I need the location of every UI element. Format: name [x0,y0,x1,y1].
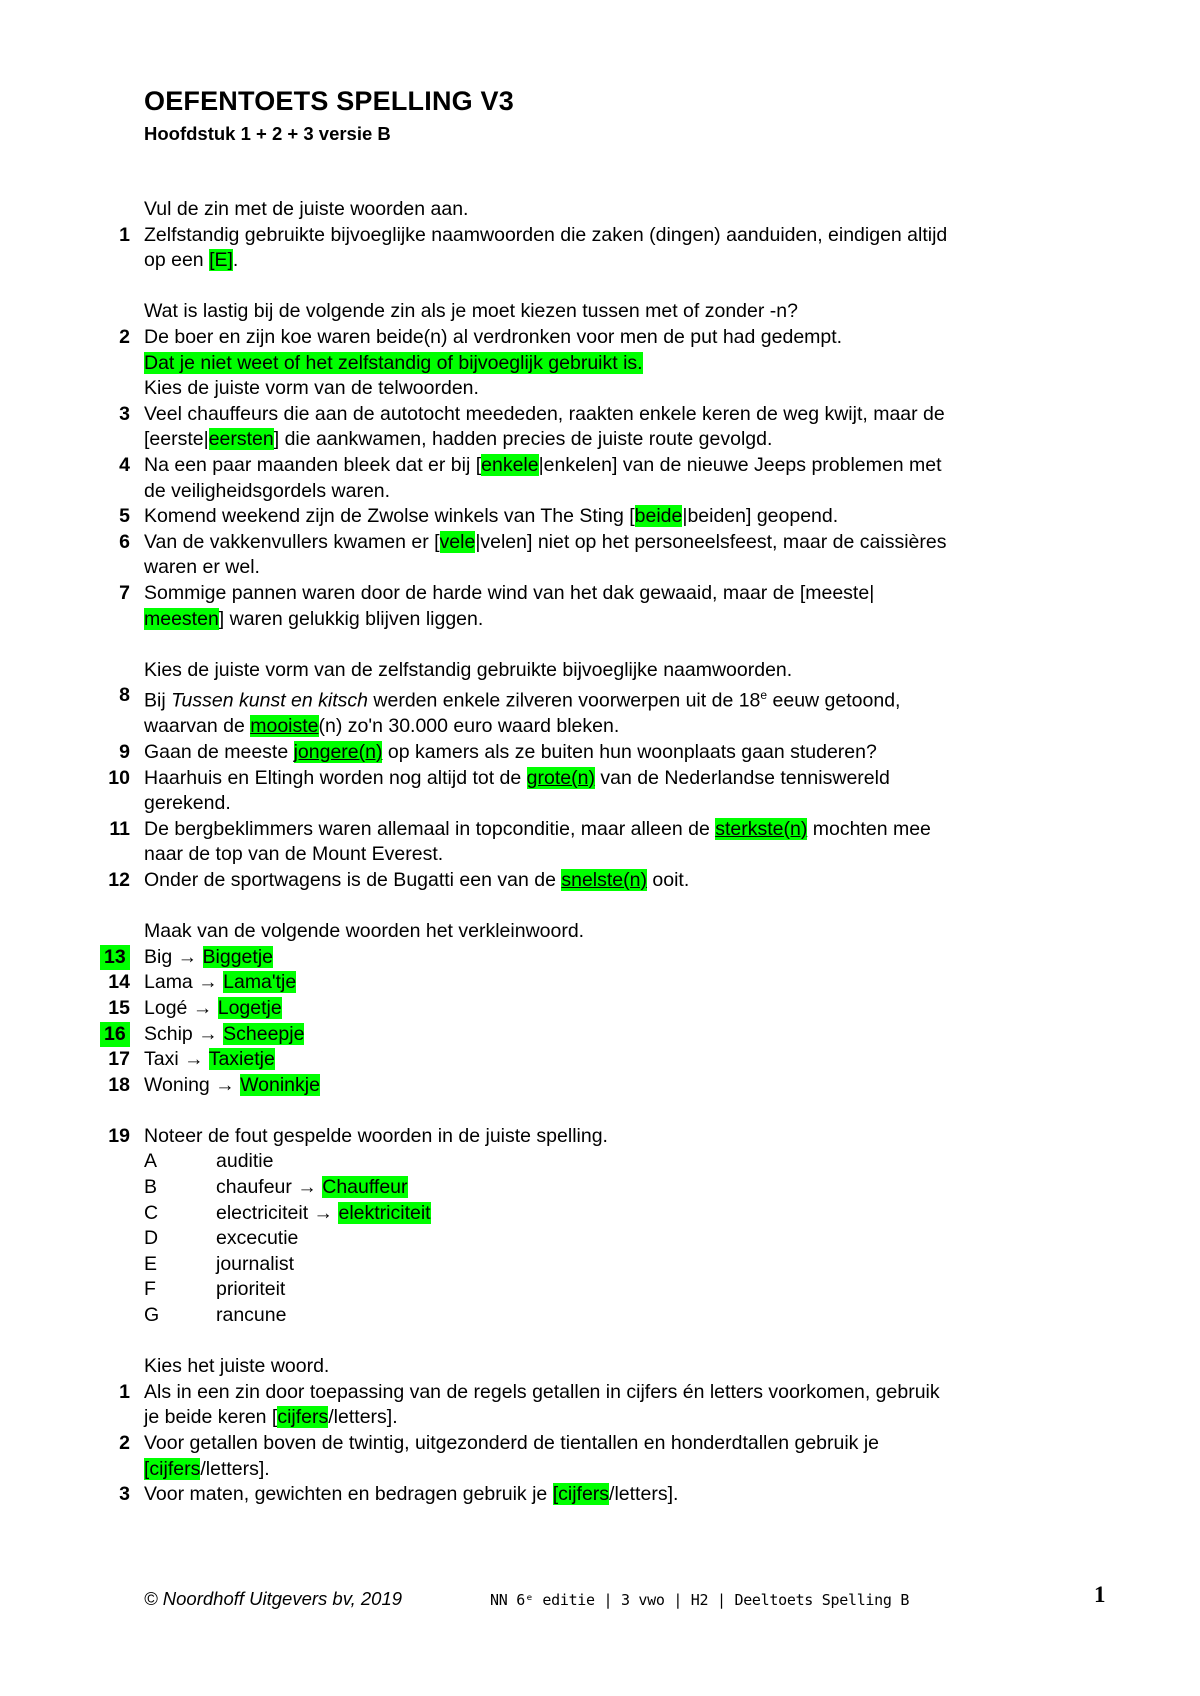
diminutive-item: 15 Logé → Logetje [108,996,282,1019]
arrow-icon: → [192,996,213,1019]
arrow-icon: → [198,1022,218,1045]
spelling-list [100,1149,1090,1328]
question-b3: 3 Voor maten, gewichten en bedragen gebruik je [cijfers/letters]. [119,1483,679,1506]
footer-meta: NN 6ᵉ editie | 3 vwo | H2 | Deeltoets Spelling B [490,1591,910,1609]
question-b1: 1 Als in een zin door toepassing van de regels getallen in cijfers én letters voorkomen, gebruik je beide keren [cijfers/letters]. [119,1380,940,1429]
arrow-icon: → [313,1201,334,1224]
answer-highlight: jongere(n) [293,740,383,763]
page-title: OEFENTOETS SPELLING V3 [144,86,514,116]
diminutive-item: 13 Big → Biggetje [100,945,1090,971]
answer-highlight: Scheepje [223,1022,305,1045]
arrow-icon: → [177,945,198,968]
arrow-icon: → [297,1176,317,1199]
answer-highlight: beide [634,505,683,528]
answer-highlight: Dat je niet weet of het zelfstandig of bijvoeglijk gebruikt is. [144,351,643,374]
arrow-icon: → [198,971,218,994]
question-11: 11 De bergbeklimmers waren allemaal in topconditie, maar alleen de sterkste(n) mochten mee naar de top van de Mount Everest. [109,817,931,866]
question-2: 2 De boer en zijn koe waren beide(n) al verdronken voor men de put had gedempt. Dat je niet weet of het zelfstandig of bijvoeglijk gebruikt is. [119,325,843,374]
document-body [100,197,1090,1508]
instruction-2b: Kies de juiste vorm van de telwoorden. [144,377,479,400]
diminutive-list [100,945,1090,1099]
question-b2: 2 Voor getallen boven de twintig, uitgezonderd de tientallen en honderdtallen gebruik je [cijfers/letters]. [119,1432,880,1480]
answer-highlight: sterkste(n) [715,817,808,840]
answer-highlight: Woninkje [240,1073,320,1096]
question-6: 6 Van de vakkenvullers kwamen er [vele|velen] niet op het personeelsfeest, maar de caissières waren er wel. [119,530,947,579]
instruction-1: Vul de zin met de juiste woorden aan. [144,198,469,220]
question-19: 19 Noteer de fout gespelde woorden in de juiste spelling. [108,1124,608,1147]
answer-highlight: enkele [481,453,539,476]
page-subtitle: Hoofdstuk 1 + 2 + 3 versie B [144,123,391,144]
spelling-item: B chaufeur → Chauffeur [144,1176,408,1199]
question-1: 1 Zelfstandig gebruikte bijvoeglijke naamwoorden die zaken (dingen) aanduiden, eindigen altijd op een [E]. [119,223,948,272]
diminutive-item: 14 Lama → Lama'tje [108,971,297,994]
question-10: 10 Haarhuis en Eltingh worden nog altijd tot de grote(n) van de Nederlandse tenniswereld gerekend. [108,766,890,815]
answer-highlight: Lama'tje [223,971,297,994]
arrow-icon: → [184,1048,204,1071]
answer-highlight: cijfers [277,1406,329,1429]
answer-highlight: eersten [208,428,274,451]
answer-highlight: meesten [144,607,219,630]
answer-highlight: mooiste [250,715,319,738]
answer-highlight: [cijfers [552,1483,610,1506]
answer-highlight: Biggetje [202,945,273,968]
spelling-item: G rancune [144,1304,287,1327]
spelling-item: F prioriteit [144,1278,286,1301]
answer-highlight: Chauffeur [322,1176,408,1199]
question-4: 4 Na een paar maanden bleek dat er bij [enkele|enkelen] van de nieuwe Jeeps problemen met de veiligheidsgordels waren. [119,453,942,502]
question-8: 8 Bij Tussen kunst en kitsch werden enkele zilveren voorwerpen uit de 18e eeuw getoond, waarvan de mooiste(n) zo'n 30.000 euro waard bleken. [119,684,901,738]
instruction-2: Wat is lastig bij de volgende zin als je moet kiezen tussen met of zonder -n? [144,300,798,323]
question-12: 12 Onder de sportwagens is de Bugatti een van de snelste(n) ooit. [108,868,690,891]
page-number: 1 [1094,1582,1106,1607]
copyright: © Noordhoff Uitgevers bv, 2019 [144,1588,403,1609]
arrow-icon: → [215,1073,235,1096]
answer-highlight: elektriciteit [338,1201,431,1224]
question-5: 5 Komend weekend zijn de Zwolse winkels van The Sting [beide|beiden] geopend. [119,505,839,528]
answer-highlight: [E] [209,249,233,272]
instruction-6: Kies het juiste woord. [144,1355,330,1378]
diminutive-item: 16 Schip → Scheepje [100,1022,1090,1048]
answer-highlight: snelste(n) [561,868,647,891]
instruction-3: Kies de juiste vorm van de zelfstandig gebruikte bijvoeglijke naamwoorden. [144,658,793,681]
question-9: 9 Gaan de meeste jongere(n) op kamers als ze buiten hun woonplaats gaan studeren? [119,740,877,763]
answer-highlight: Taxietje [208,1048,275,1071]
diminutive-item: 18 Woning → Woninkje [108,1073,320,1096]
spelling-item: E journalist [144,1252,295,1275]
instruction-4: Maak van de volgende woorden het verkleinwoord. [144,920,585,943]
answer-highlight: grote(n) [526,766,595,789]
page-footer [144,1582,1124,1618]
question-7: 7 Sommige pannen waren door de harde wind van het dak gewaaid, maar de [meeste| meesten] waren gelukkig blijven liggen. [119,581,875,630]
spelling-item: C electriciteit → elektriciteit [144,1201,431,1224]
spelling-item: A auditie [144,1150,274,1173]
spelling-item: D excecutie [144,1227,299,1250]
answer-highlight: Logetje [217,996,282,1019]
diminutive-item: 17 Taxi → Taxietje [108,1048,275,1071]
answer-highlight: vele [439,530,476,553]
answer-highlight: cijfers [149,1457,201,1480]
question-3: 3 Veel chauffeurs die aan de autotocht meededen, raakten enkele keren de weg kwijt, maar de [eerste|eersten] die aankwamen, hadden precies de juiste route gevolgd. [119,402,945,451]
